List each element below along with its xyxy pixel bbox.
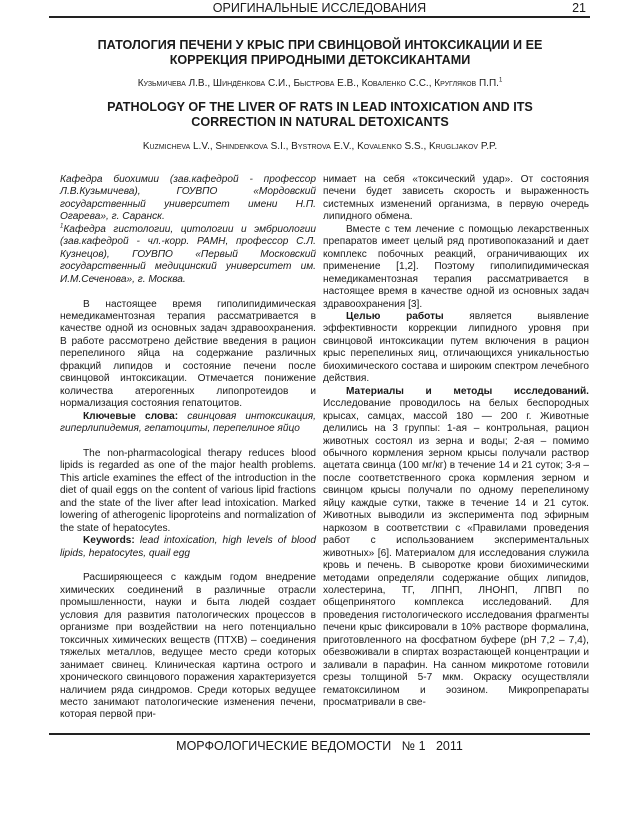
authors-ru: [40, 78, 600, 89]
body-paragraph: Вместе с тем лечение с помощью лекарственных препаратов имеет целый ряд противопоказаний и дает комплекс побочных реакций, ограничивающих их применение [1,2]. Поэтому гиполипидимическая немедикаментозная терапия рассматривается в настоящее время в качестве одной из основных задач здравоохранения [3].: [323, 223, 589, 310]
keywords-ru: [60, 411, 316, 436]
title-en-line: CORRECTION IN NATURAL DETOXICANTS: [191, 115, 449, 129]
methods-label: Материалы и методы исследований.: [346, 385, 589, 397]
journal-footer: МОРФОЛОГИЧЕСКИЕ ВЕДОМОСТИ № 1 2011: [176, 739, 463, 753]
author-footnote-mark: 1: [498, 77, 503, 84]
page-number: 21: [572, 1, 586, 15]
title-ru: [40, 38, 600, 68]
keywords-en-label: Keywords:: [83, 535, 135, 547]
title-en: [40, 100, 600, 130]
authors-ru-text: Кузьмичева Л.В., Шиндёнкова С.И., Быстрова Е.В., Коваленко С.С., Кругляков П.П.: [137, 78, 499, 89]
abstract-en: The non-pharmacological therapy reduces blood lipids is regarded as one of the major health problems. This article examines the effect of the introduction in the diet of quail eggs on the content of various lipid fractions and the state of the liver after lead intoxication. Marked lowering of atherogenic lipoproteins and normalization of the state of hepatocytes.: [60, 447, 316, 534]
left-column: [60, 174, 316, 722]
keywords-ru-text: свинцовая интоксикация, гиперлипидемия, гепатоциты, перепелиное яйцо: [60, 410, 316, 435]
right-column: [323, 174, 589, 709]
running-header: [49, 1, 590, 17]
footer-rule: [49, 733, 590, 735]
title-en-line: PATHOLOGY OF THE LIVER OF RATS IN LEAD INTOXICATION AND ITS: [107, 100, 533, 114]
keywords-ru-label: Ключевые слова:: [83, 410, 179, 422]
affiliation-footnote-mark: 1: [60, 223, 64, 230]
keywords-en-text: lead intoxication, high levels of blood lipids, hepatocytes, quail egg: [60, 535, 316, 559]
authors-en: Kuzmicheva L.V., Shindenkova S.I., Bystrova E.V., Kovalenko S.S., Krugljakov P.P.: [142, 141, 498, 152]
abstract-ru: В настоящее время гиполипидимическая немедикаментозная терапия рассматривается в качестве одной из основных задач здравоохранения. В работе рассмотрено действие введения в рацион перепелиного яйца на содержание различных фракций липидов и состояние печени после свинцовой интоксикации. Отмечается понижение количества атерогенных липопротеидов и нормализация состояния гепатоцитов.: [60, 298, 316, 410]
affiliation-2-text: Кафедра гистологии, цитологии и эмбриологии (зав.кафедрой - чл.-корр. РАМН, профессор С.Л. Кузнецов), ГОУВПО «Первый Московский государственный медицинский университет им. И.М.Сеченова», г. Москва.: [60, 223, 316, 285]
section-title: ОРИГИНАЛЬНЫЕ ИССЛЕДОВАНИЯ: [212, 1, 427, 15]
aim-label: Целью работы: [346, 310, 444, 322]
aim-paragraph: [323, 311, 589, 386]
body-paragraph: нимает на себя «токсический удар». От состояния печени будет зависеть скорость и выраженность системных изменений организма, в первую очередь липидного обмена.: [323, 174, 589, 223]
header-rule: [49, 16, 590, 18]
affiliation-1: Кафедра биохимии (зав.кафедрой - профессор Л.В.Кузьмичева), ГОУВПО «Мордовский государственный университет имени Н.П. Огарева», г. Саранск.: [60, 174, 316, 223]
methods-paragraph: [323, 386, 589, 710]
title-ru-line: КОРРЕКЦИЯ ПРИРОДНЫМИ ДЕТОКСИКАНТАМИ: [169, 53, 471, 67]
affiliation-2: [60, 224, 316, 286]
methods-text: Исследование проводилось на белых беспородных крысах, самцах, массой 180 — 200 г. Животные делились на 3 группы: 1-ая – контрольная, рацион животных состоял из зерна и воды; 2-ая – помимо обычного кормления зерном крысы получали раствор ацетата свинца (100 мг/кг) в течение 14 и 21 суток; 3-я – после соответственного срока кормления зерном и свинцом крысы получали по одному перепелиному яйцу каждые сутки, также в течение 14 и 21 суток. Животных выводили из эксперимента под эфирным наркозом в соответствии с «Правилами проведения работ с использованием экспериментальных животных» [6]. Материалом для исследования служила кровь и печень. В сыворотке крови биохимическими методами определяли содержание общих липидов, холестерина, ТГ, ЛПНП, ЛНОНП, ЛПВП по общепринятого комплекса исследований. Для проведения гистологического исследования фрагменты печени крыс фиксировали в 10% растворе формалина, приготовленного на фосфатном буфере (pH 7,2 – 7,4), обезвоживали в спиртах возрастающей концентрации и заливали в парафин. На санном микротоме готовили срезы толщиной 5-7 мкм. Окраску осуществляли гематоксилином и эозином. Микропрепараты просматривали в све-: [323, 398, 589, 709]
aim-text: является выявление эффективности коррекции липидного уровня при свинцовой интоксикации путем включения в рацион крыс перепелиных яиц, отличающихся уникальностью биохимического состава и широким спектром лечебного действия.: [323, 310, 590, 385]
title-ru-line: ПАТОЛОГИЯ ПЕЧЕНИ У КРЫС ПРИ СВИНЦОВОЙ ИНТОКСИКАЦИИ И ЕЕ: [97, 38, 543, 52]
keywords-en: [60, 535, 316, 560]
intro-paragraph: Расширяющееся с каждым годом внедрение химических соединений в различные отрасли промышленности, науки и быта людей создает условия для развития патологических процессов в организме при воздействии на него потенциально токсичных химических веществ (ПТХВ) – соединения тяжелых металлов, ведущее место среди которых занимает свинец. Клиническая картина острого и хронического свинцового поражения характеризуется наличием ряда синдромов. Среди которых ведущее место занимают патологические изменения печени, которая первой при-: [60, 572, 316, 721]
